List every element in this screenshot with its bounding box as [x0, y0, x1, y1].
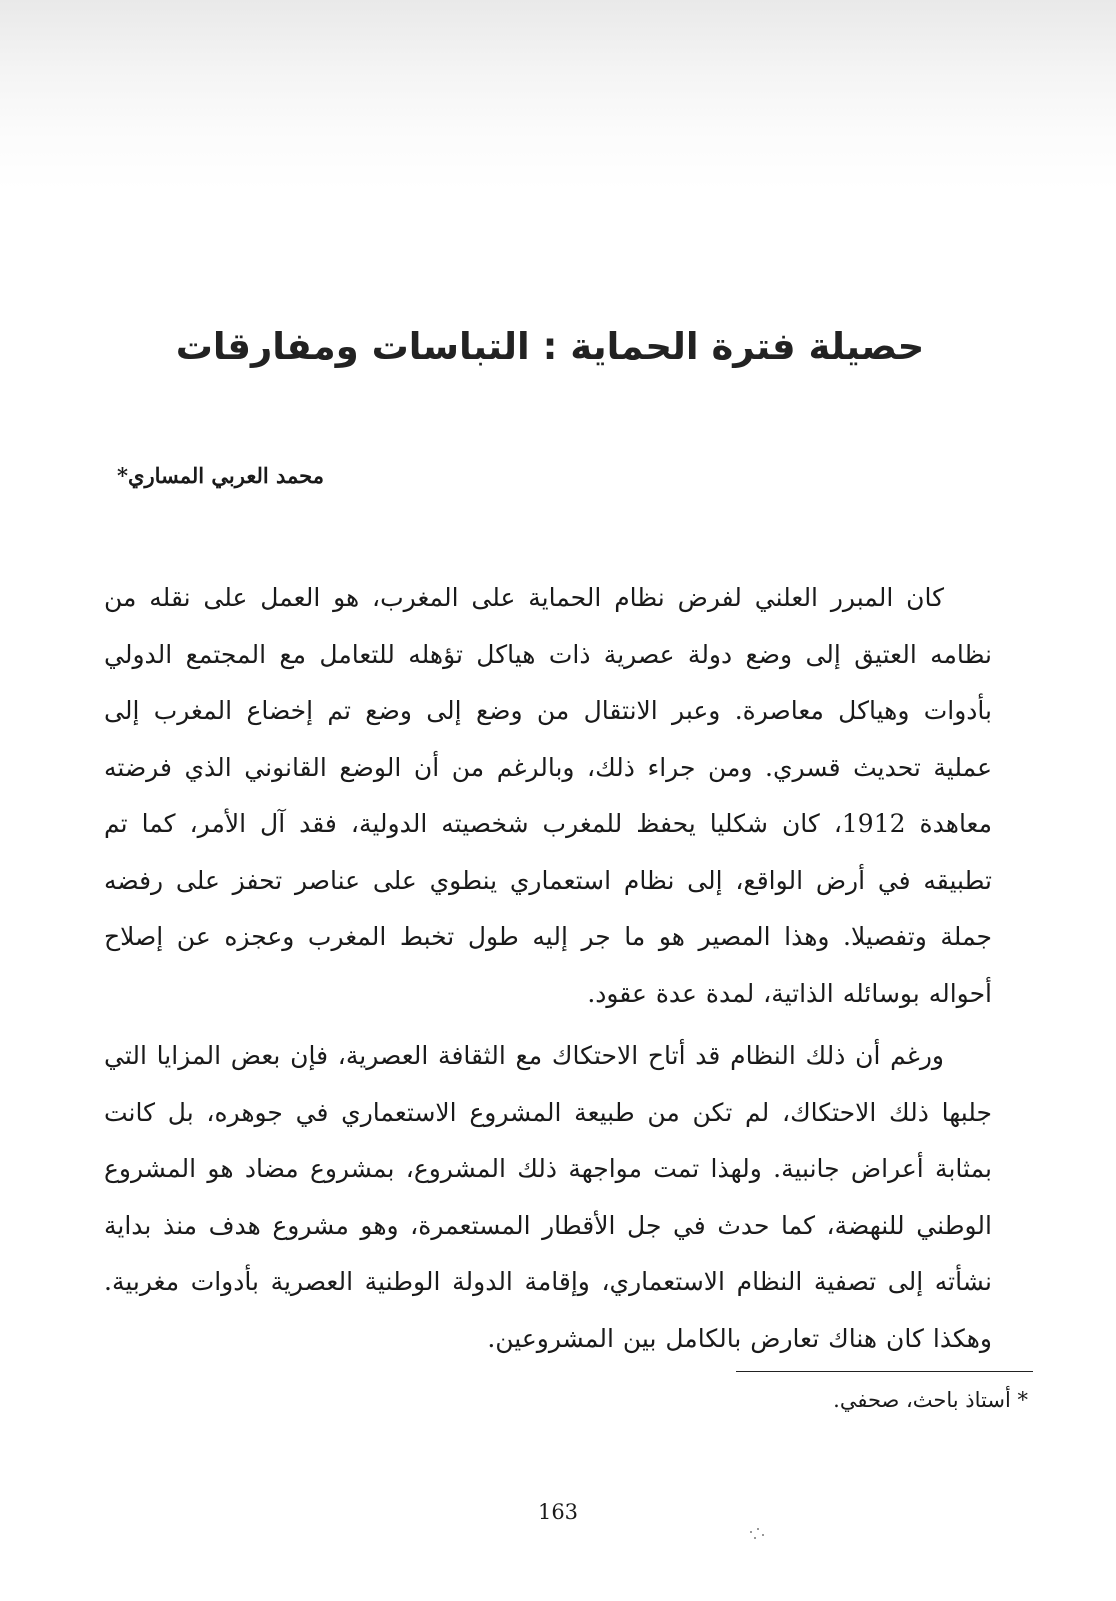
footnote: * أستاذ باحث، صحفي. [833, 1388, 1028, 1412]
page-number: 163 [537, 1500, 579, 1524]
page-title: حصيلة فترة الحماية : التباسات ومفارقات [175, 325, 925, 368]
author-name: محمد العربي المساري* [117, 463, 324, 488]
scan-specks [748, 1528, 768, 1542]
article-body [104, 570, 992, 1367]
body-paragraph: ورغم أن ذلك النظام قد أتاح الاحتكاك مع الثقافة العصرية، فإن بعض المزايا التي جلبها ذلك الاحتكاك، لم تكن من طبيعة المشروع الاستعماري في جوهره، بل كانت بمثابة أعراض جانبية. ولهذا تمت مواجهة ذلك المشروع، بمشروع مضاد هو المشروع الوطني للنهضة، كما حدث في جل الأقطار المستعمرة، وهو مشروع هدف منذ بداية نشأته إلى تصفية النظام الاستعماري، وإقامة الدولة الوطنية العصرية بأدوات مغربية. وهكذا كان هناك تعارض بالكامل بين المشروعين. [104, 1041, 992, 1353]
body-paragraph: كان المبرر العلني لفرض نظام الحماية على المغرب، هو العمل على نقله من نظامه العتيق إلى وضع دولة عصرية ذات هياكل تؤهله للتعامل مع المجتمع الدولي بأدوات وهياكل معاصرة. وعبر الانتقال من وضع إلى وضع تم إخضاع المغرب إلى عملية تحديث قسري. ومن جراء ذلك، وبالرغم من أن الوضع القانوني الذي فرضته معاهدة 1912، كان شكليا يحفظ للمغرب شخصيته الدولية، فقد آل الأمر، كما تم تطبيقه في أرض الواقع، إلى نظام استعماري ينطوي على عناصر تحفز على رفضه جملة وتفصيلا. وهذا المصير هو ما جر إليه طول تخبط المغرب وعجزه عن إصلاح أحواله بوسائله الذاتية، لمدة عدة عقود. [104, 583, 993, 1008]
footnote-divider [736, 1371, 1033, 1372]
